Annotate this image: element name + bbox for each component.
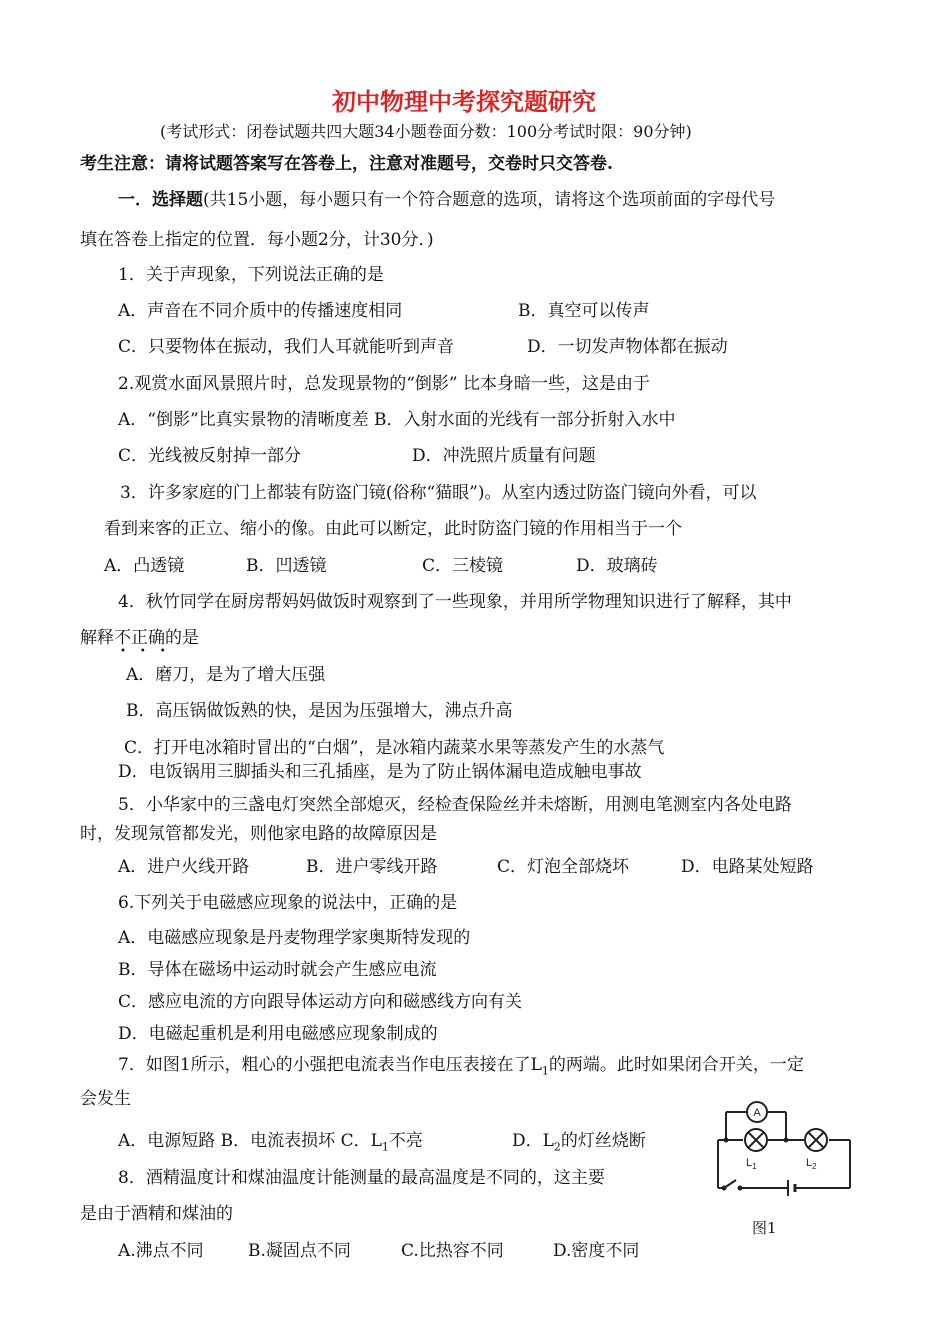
q7-options-ab: A．电源短路 B．电流表损坏 C．L bbox=[118, 1131, 382, 1151]
ammeter-label: A bbox=[753, 1107, 761, 1119]
figure-caption: 图1 bbox=[752, 1219, 777, 1237]
l2-sub: 2 bbox=[812, 1162, 817, 1171]
question-7-stem bbox=[118, 1054, 804, 1076]
q5-option-a: A．进户火线开路 bbox=[118, 857, 250, 877]
question-7-stem-cont: 会发生 bbox=[80, 1089, 131, 1109]
q2-options-ab: A．“倒影”比真实景物的清晰度差 B．入射水面的光线有一部分折射入水中 bbox=[118, 410, 676, 430]
question-5-stem-cont: 时，发现氖管都发光，则他家电路的故障原因是 bbox=[80, 824, 437, 844]
question-8-stem: 8．酒精温度计和煤油温度计能测量的最高温度是不同的，这主要 bbox=[118, 1168, 605, 1188]
l1-letter: L bbox=[746, 1157, 753, 1169]
q7-option-d-post: 的灯丝烧断 bbox=[560, 1131, 646, 1151]
q4-option-a: A．磨刀，是为了增大压强 bbox=[126, 665, 326, 685]
question-8-stem-cont: 是由于酒精和煤油的 bbox=[80, 1204, 233, 1224]
circuit-diagram bbox=[700, 1096, 860, 1206]
section-description-cont: 填在答卷上指定的位置．每小题2分，计30分．) bbox=[80, 230, 434, 250]
q5-option-b: B．进户零线开路 bbox=[306, 857, 438, 877]
q4-option-c: C．打开电冰箱时冒出的“白烟”，是冰箱内蔬菜水果等蒸发产生的水蒸气 bbox=[124, 738, 665, 758]
q5-option-d: D．电路某处短路 bbox=[681, 857, 814, 877]
q6-option-b: B．导体在磁场中运动时就会产生感应电流 bbox=[118, 960, 437, 980]
switch-pivot bbox=[722, 1186, 727, 1191]
l2-letter: L bbox=[806, 1157, 813, 1169]
q7-stem-pre: 7．如图1所示，粗心的小强把电流表当作电压表接在了L bbox=[118, 1055, 542, 1075]
exam-notice: 考生注意：请将试题答案写在答卷上，注意对准题号，交卷时只交答卷. bbox=[80, 154, 613, 174]
q7-option-d-sub: 2 bbox=[553, 1140, 561, 1154]
q7-option-d-pre: D．L bbox=[512, 1131, 554, 1151]
q3-option-b: B．凹透镜 bbox=[246, 556, 327, 576]
lamp-l1-label bbox=[746, 1157, 757, 1171]
junction-left bbox=[724, 1138, 729, 1143]
q7-stem-sub: 1 bbox=[541, 1064, 549, 1078]
question-4-stem: 4．秋竹同学在厨房帮妈妈做饭时观察到了一些现象，并用所学物理知识进行了解释，其中 bbox=[118, 592, 792, 612]
q8-option-b: B.凝固点不同 bbox=[248, 1241, 351, 1261]
q6-option-c: C．感应电流的方向跟导体运动方向和磁感线方向有关 bbox=[118, 992, 523, 1012]
q1-option-c: C．只要物体在振动，我们人耳就能听到声音 bbox=[118, 337, 455, 357]
q6-option-a: A．电磁感应现象是丹麦物理学家奥斯特发现的 bbox=[118, 928, 471, 948]
q3-option-a: A．凸透镜 bbox=[104, 556, 185, 576]
lamp-l2-label bbox=[806, 1157, 817, 1171]
question-3-stem-cont: 看到来客的正立、缩小的像。由此可以断定，此时防盗门镜的作用相当于一个 bbox=[104, 519, 682, 539]
q6-option-d: D．电磁起重机是利用电磁感应现象制成的 bbox=[118, 1024, 438, 1044]
q3-option-d: D．玻璃砖 bbox=[576, 556, 658, 576]
l1-sub: 1 bbox=[752, 1162, 757, 1171]
q1-option-b: B．真空可以传声 bbox=[518, 301, 650, 321]
section-description: (共15小题，每小题只有一个符合题意的选项，请将这个选项前面的字母代号 bbox=[203, 190, 776, 210]
q7-stem-post: 的两端。此时如果闭合开关，一定 bbox=[548, 1055, 804, 1075]
emphasis-dots: ••• bbox=[120, 646, 180, 657]
q7-option-c-sub: 1 bbox=[381, 1140, 389, 1154]
question-6-stem: 6.下列关于电磁感应现象的说法中，正确的是 bbox=[118, 893, 458, 913]
junction-right bbox=[784, 1138, 789, 1143]
q2-option-c: C．光线被反射掉一部分 bbox=[118, 446, 302, 466]
question-4-stem-cont: 解释不正确的是 bbox=[80, 628, 199, 648]
q1-option-d: D．一切发声物体都在振动 bbox=[527, 337, 728, 357]
q7-option-d bbox=[512, 1130, 646, 1152]
question-5-stem: 5．小华家中的三盏电灯突然全部熄灭，经检查保险丝并未熔断，用测电笔测室内各处电路 bbox=[118, 795, 792, 815]
q8-option-c: C.比热容不同 bbox=[401, 1241, 504, 1261]
q2-option-d: D．冲洗照片质量有问题 bbox=[412, 446, 596, 466]
question-1-stem: 1．关于声现象，下列说法正确的是 bbox=[118, 265, 384, 285]
switch-contact bbox=[738, 1186, 743, 1191]
page-title: 初中物理中考探究题研究 bbox=[332, 87, 596, 116]
section-title: 一．选择题 bbox=[118, 190, 203, 210]
q8-option-a: A.沸点不同 bbox=[118, 1241, 204, 1261]
q4-option-d: D．电饭锅用三脚插头和三孔插座，是为了防止锅体漏电造成触电事故 bbox=[118, 762, 642, 782]
q7-options-abc bbox=[118, 1130, 423, 1152]
q4-option-b: B．高压锅做饭熟的快，是因为压强增大，沸点升高 bbox=[126, 701, 513, 721]
q3-option-c: C．三棱镜 bbox=[422, 556, 504, 576]
q5-option-c: C．灯泡全部烧坏 bbox=[497, 857, 630, 877]
question-2-stem: 2.观赏水面风景照片时，总发现景物的“倒影” 比本身暗一些，这是由于 bbox=[118, 374, 651, 394]
q8-option-d: D.密度不同 bbox=[553, 1241, 640, 1261]
q7-option-c-post: 不亮 bbox=[388, 1131, 423, 1151]
q1-option-a: A．声音在不同介质中的传播速度相同 bbox=[118, 301, 403, 321]
section-heading bbox=[118, 189, 775, 211]
question-3-stem: 3．许多家庭的门上都装有防盗门镜(俗称“猫眼”)。从室内透过防盗门镜向外看，可以 bbox=[120, 483, 757, 503]
exam-info: (考试形式：闭卷试题共四大题34小题卷面分数：100分考试时限：90分钟) bbox=[160, 122, 692, 141]
